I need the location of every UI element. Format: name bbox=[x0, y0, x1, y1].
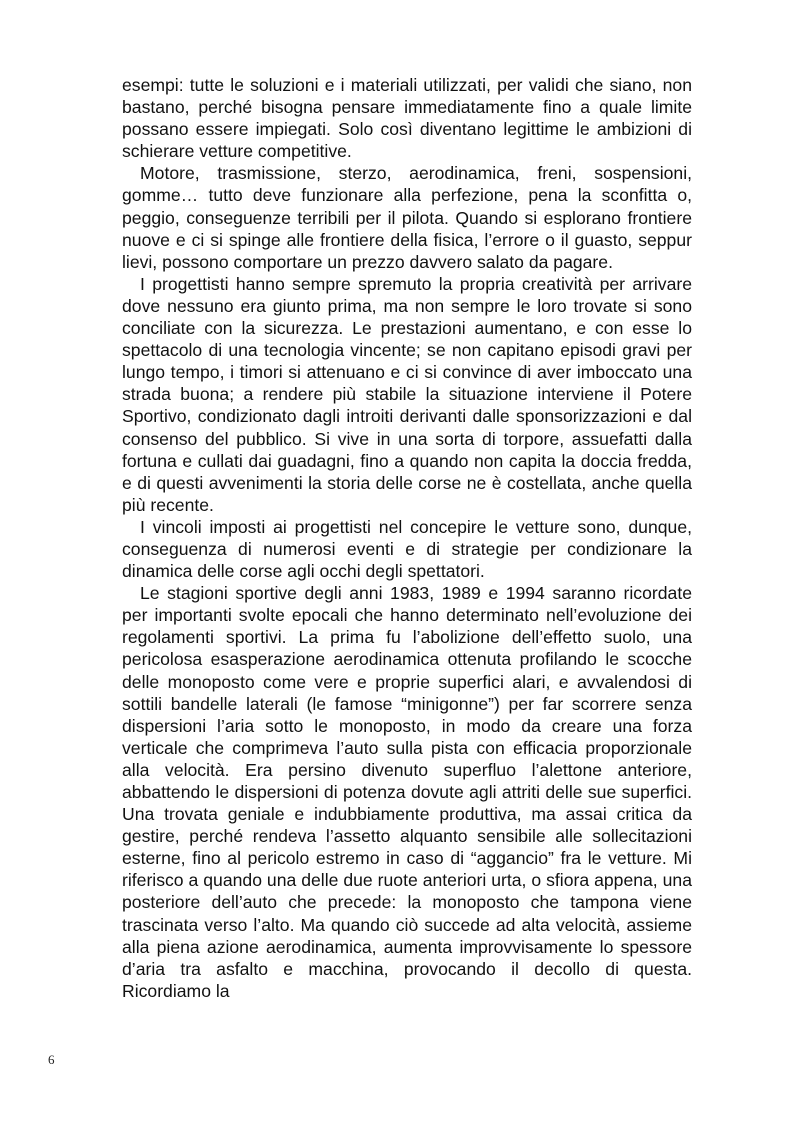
paragraph-1: esempi: tutte le soluzioni e i materiali utilizzati, per validi che siano, non bastano, perché bisogna pensare immediatamente fino a quale limite possano essere impiegati. Solo così diventano legittime le ambizioni di schierare vetture competitive. bbox=[122, 75, 692, 162]
paragraph-2: Motore, trasmissione, sterzo, aerodinamica, freni, sospensioni, gomme… tutto deve funzionare alla perfezione, pena la sconfitta o, peggio, conseguenze terribili per il pilota. Quando si esplorano frontiere nuove e ci si spinge alle frontiere della fisica, l’errore o il guasto, seppur lievi, possono comportare un prezzo davvero salato da pagare. bbox=[122, 163, 692, 272]
paragraph-5: Le stagioni sportive degli anni 1983, 1989 e 1994 saranno ricordate per importanti svolte epocali che hanno determinato nell’evoluzione dei regolamenti sportivi. La prima fu l’abolizione dell’effetto suolo, una pericolosa esasperazione aerodinamica ottenuta profilando le scocche delle monoposto come vere e proprie superfici alari, e avvalendosi di sottili bandelle laterali (le famose “minigonne”) per far scorrere senza dispersioni l’aria sotto le monoposto, in modo da creare una forza verticale che comprimeva l’auto sulla pista con efficacia proporzionale alla velocità. Era persino divenuto superfluo l’alettone anteriore, abbattendo le dispersioni di potenza dovute agli attriti delle sue superfici. Una trovata geniale e indubbiamente produttiva, ma assai critica da gestire, perché rendeva l’assetto alquanto sensibile alle sollecitazioni esterne, fino al pericolo estremo in caso di “aggancio” fra le vetture. Mi riferisco a quando una delle due ruote anteriori urta, o sfiora appena, una posteriore dell’auto che precede: la monoposto che tampona viene trascinata verso l’alto. Ma quando ciò succede ad alta velocità, assieme alla piena azione aerodinamica, aumenta improvvisamente lo spessore d’aria tra asfalto e macchina, provocando il decollo di questa. Ricordiamo la bbox=[122, 583, 692, 1001]
paragraph-3: I progettisti hanno sempre spremuto la propria creatività per arrivare dove nessuno era giunto prima, ma non sempre le loro trovate si sono conciliate con la sicurezza. Le prestazioni aumentano, e con esse lo spettacolo di una tecnologia vincente; se non capitano episodi gravi per lungo tempo, i timori si attenuano e ci si convince di aver imboccato una strada buona; a rendere più stabile la situazione interviene il Potere Sportivo, condizionato dagli introiti derivanti dalle sponsorizzazioni e dal consenso del pubblico. Si vive in una sorta di torpore, assuefatti dalla fortuna e cullati dai guadagni, fino a quando non capita la doccia fredda, e di questi avvenimenti la storia delle corse ne è costellata, anche quella più recente. bbox=[122, 273, 692, 515]
page-number: 6 bbox=[48, 1052, 55, 1067]
body-text bbox=[122, 74, 692, 1002]
paragraph-4: I vincoli imposti ai progettisti nel concepire le vetture sono, dunque, conseguenza di numerosi eventi e di strategie per condizionare la dinamica delle corse agli occhi degli spettatori. bbox=[122, 516, 692, 582]
